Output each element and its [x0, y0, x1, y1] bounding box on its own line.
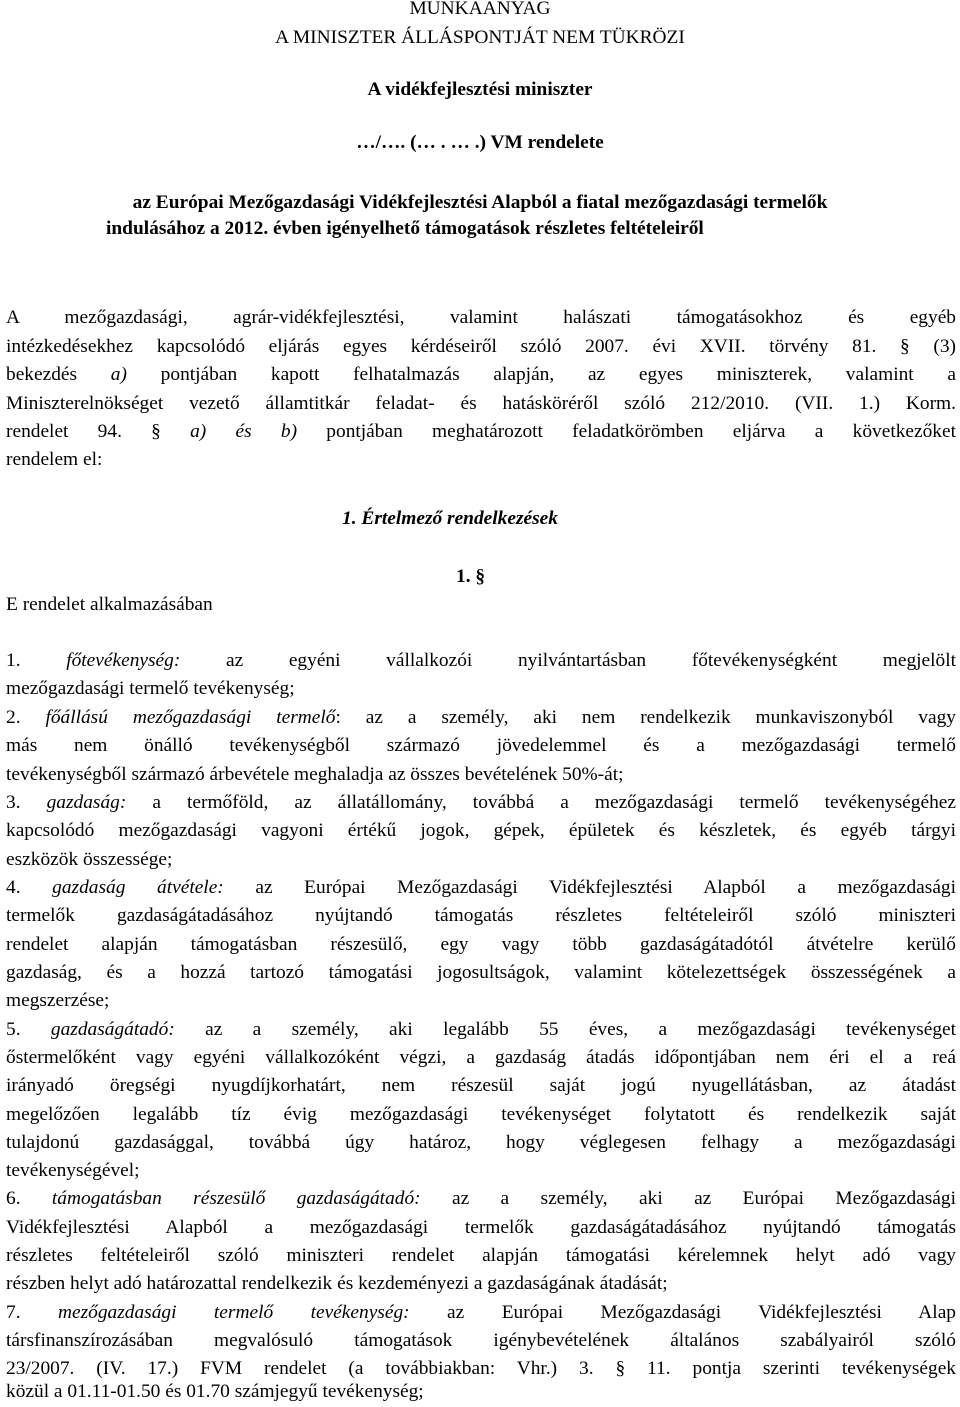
definition-2-line-3: tevékenységből származó árbevétele meghaladja az összes bevételének 50%-át; — [6, 764, 624, 785]
definition-7-line-2: társfinanszírozásában megvalósuló támogatások igénybevételének általános szabályairól szóló — [6, 1330, 956, 1351]
definition-5-line-3: irányadó öregségi nyugdíjkorhatárt, nem részesül saját jogú nyugellátásban, az átadást — [6, 1075, 956, 1096]
definition-5-line-1: 5. gazdaságátadó: az a személy, aki legalább 55 éves, a mezőgazdasági tevékenységet — [6, 1019, 957, 1040]
definition-3-line-3: eszközök összessége; — [6, 849, 173, 870]
definition-3-line-1: 3. gazdaság: a termőföld, az állatállomány, továbbá a mezőgazdasági termelő tevékenységéhez — [6, 792, 956, 813]
definition-4-line-3: rendelet alapján támogatásban részesülő, egy vagy több gazdaságátadótól átvételre kerülő — [6, 934, 956, 955]
preamble-line-1: A mezőgazdasági, agrár-vidékfejlesztési, valamint halászati támogatásokhoz és egyéb — [6, 307, 956, 328]
definition-4-line-5: megszerzése; — [6, 990, 110, 1011]
definition-4-line-2: termelők gazdaságátadásához nyújtandó támogatás részletes feltételeiről szóló miniszteri — [6, 905, 956, 926]
preamble-line-3: bekezdés a) pontjában kapott felhatalmazás alapján, az egyes miniszterek, valamint a — [6, 364, 956, 385]
decree-number: …/…. (… . … .) VM rendelete — [356, 132, 604, 153]
preamble-line-6: rendelem el: — [6, 449, 103, 470]
definition-7-line-1: 7. mezőgazdasági termelő tevékenység: az Európai Mezőgazdasági Vidékfejlesztési Alap — [6, 1302, 957, 1323]
section-intro: E rendelet alkalmazásában — [6, 594, 213, 615]
disclaimer-label: A MINISZTER ÁLLÁSPONTJÁT NEM TÜKRÖZI — [275, 27, 685, 48]
definition-3-line-2: kapcsolódó mezőgazdasági vagyoni értékű jogok, gépek, épületek és készletek, és egyéb tárgyi — [6, 820, 956, 841]
definition-6-line-4: részben helyt adó határozattal rendelkezik és kezdeményezi a gazdaságának átadását; — [6, 1273, 668, 1294]
section-number: 1. § — [456, 566, 486, 587]
definition-4-line-1: 4. gazdaság átvétele: az Európai Mezőgazdasági Vidékfejlesztési Alapból a mezőgazdasági — [6, 877, 957, 898]
definition-6-line-2: Vidékfejlesztési Alapból a mezőgazdasági termelők gazdaságátadásához nyújtandó támogatás — [6, 1217, 956, 1238]
issuer-title: A vidékfejlesztési miniszter — [367, 79, 593, 100]
definition-5-line-5: tulajdonú gazdasággal, továbbá úgy határoz, hogy véglegesen felhagy a mezőgazdasági — [6, 1132, 956, 1153]
preamble-line-5: rendelet 94. § a) és b) pontjában meghatározott feladatkörömben eljárva a következőket — [6, 421, 956, 442]
definition-2-line-1: 2. főállású mezőgazdasági termelő: az a személy, aki nem rendelkezik munkaviszonyból vagy — [6, 707, 957, 728]
decree-subject-line-1: az Európai Mezőgazdasági Vidékfejlesztési Alapból a fiatal mezőgazdasági termelők — [132, 192, 828, 213]
definition-5-line-2: őstermelőként vagy egyéni vállalkozóként végzi, a gazdaság átadás időpontjában nem éri el a reá — [6, 1047, 956, 1068]
definition-7-line-3: 23/2007. (IV. 17.) FVM rendelet (a továbbiakban: Vhr.) 3. § 11. pontja szerinti tevékenységek — [6, 1358, 956, 1379]
definition-2-line-2: más nem önálló tevékenységből származó jövedelemmel és a mezőgazdasági termelő — [6, 735, 956, 756]
definition-1-line-1: 1. főtevékenység: az egyéni vállalkozói nyilvántartásban főtevékenységként megjelölt — [6, 650, 957, 671]
chapter-heading: 1. Értelmező rendelkezések — [342, 508, 558, 529]
decree-subject-line-2: indulásához a 2012. évben igényelhető támogatások részletes feltételeiről — [106, 218, 704, 239]
preamble-line-2: intézkedésekhez kapcsolódó eljárás egyes kérdéseiről szóló 2007. évi XVII. törvény 81. § (3) — [6, 336, 956, 357]
preamble-line-4: Miniszterelnökséget vezető államtitkár feladat- és hatásköréről szóló 212/2010. (VII. 1.) Korm. — [6, 393, 956, 414]
definition-5-line-6: tevékenységével; — [6, 1160, 140, 1181]
definition-6-line-3: részletes feltételeiről szóló miniszteri rendelet alapján támogatási kérelemnek helyt adó vagy — [6, 1245, 956, 1266]
draft-label: MUNKAANYAG — [409, 0, 551, 19]
definition-4-line-4: gazdaság, és a hozzá tartozó támogatási jogosultságok, valamint kötelezettségek összességének a — [6, 962, 956, 983]
definition-5-line-4: megelőzően legalább tíz évig mezőgazdasági tevékenységet folytatott és rendelkezik saját — [6, 1104, 956, 1125]
definition-7-line-4: közül a 01.11-01.50 és 01.70 számjegyű tevékenység; — [6, 1381, 424, 1402]
definition-6-line-1: 6. támogatásban részesülő gazdaságátadó: az a személy, aki az Európai Mezőgazdasági — [6, 1188, 956, 1209]
definition-1-line-2: mezőgazdasági termelő tevékenység; — [6, 678, 295, 699]
